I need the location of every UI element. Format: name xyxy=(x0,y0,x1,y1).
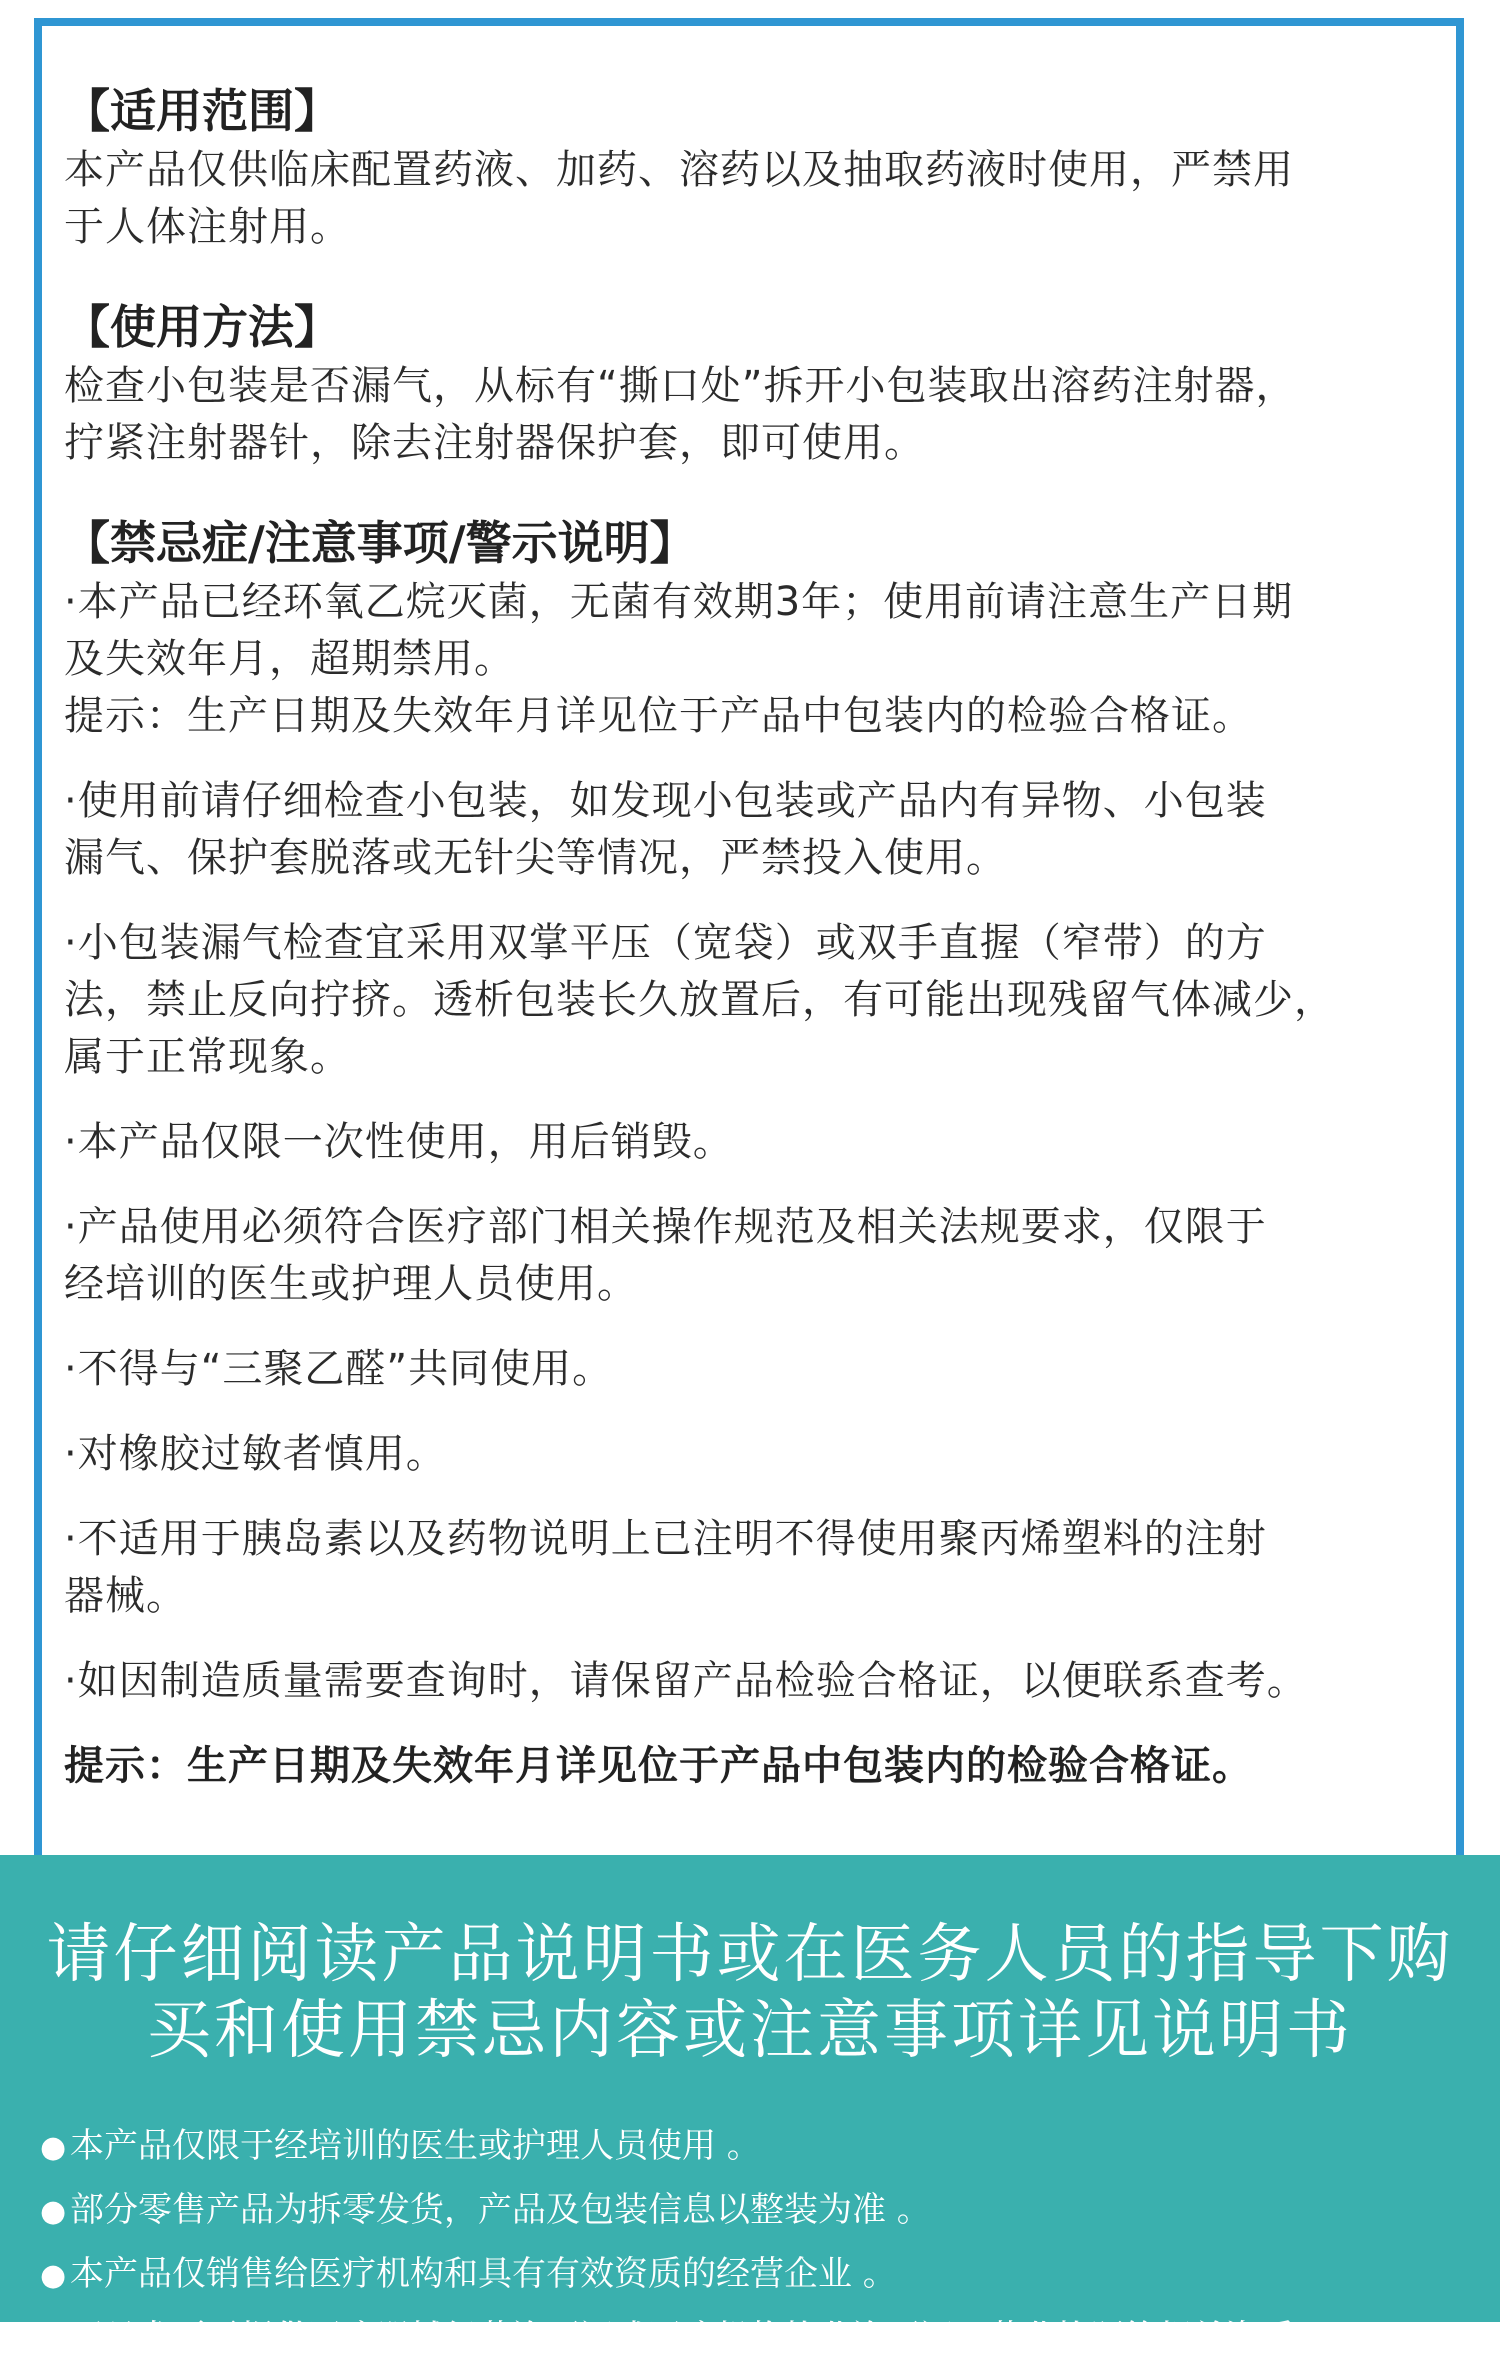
warning-item xyxy=(64,915,1454,1086)
warning-line: ·对橡胶过敏者慎用。 xyxy=(64,1431,447,1477)
bullet-icon: ● xyxy=(40,2258,67,2293)
notice-banner xyxy=(0,1855,1500,2358)
scope-line: 于人体注射用。 xyxy=(64,204,351,250)
bullet-icon: ● xyxy=(40,2322,67,2357)
warning-line: ·不适用于胰岛素以及药物说明上已注明不得使用聚丙烯塑料的注射 xyxy=(64,1516,1267,1562)
warning-line: 提示：生产日期及失效年月详见位于产品中包装内的检验合格证。 xyxy=(64,693,1253,739)
notes-list xyxy=(40,2115,1480,2371)
scope-line: 本产品仅供临床配置药液、加药、溶药以及抽取药液时使用，严禁用 xyxy=(64,147,1294,193)
list-item xyxy=(40,2115,1480,2179)
warning-line: ·产品使用必须符合医疗部门相关操作规范及相关法规要求，仅限于 xyxy=(64,1204,1267,1250)
warning-line: 法，禁止反向拧挤。透析包装长久放置后，有可能出现残留气体减少， xyxy=(64,977,1335,1023)
warning-line: 及失效年月，超期禁用。 xyxy=(64,636,515,682)
note-text: 本产品仅限于经培训的医生或护理人员使用 。 xyxy=(70,2126,761,2166)
warning-item xyxy=(64,773,1454,887)
warning-line: ·小包装漏气检查宜采用双掌平压（宽袋）或双手直握（窄带）的方 xyxy=(64,920,1267,966)
list-item xyxy=(40,2243,1480,2307)
note-text: 开具发票需提供医疗器械经营许可证或医疗机构执业许可证，营业执照等相关资质 xyxy=(70,2318,1294,2358)
note-text: 部分零售产品为拆零发货，产品及包装信息以整装为准 。 xyxy=(70,2190,931,2230)
warning-item xyxy=(64,1511,1454,1625)
scope-title: 【适用范围】 xyxy=(64,84,340,138)
list-item xyxy=(40,2307,1480,2371)
bullet-icon: ● xyxy=(40,2130,67,2165)
banner-title-line: 买和使用禁忌内容或注意事项详见说明书 xyxy=(147,1994,1353,2068)
warning-line: ·不得与“三聚乙醛”共同使用。 xyxy=(64,1346,614,1392)
bold-note: 提示：生产日期及失效年月详见位于产品中包装内的检验合格证。 xyxy=(64,1743,1253,1789)
warning-line: 漏气、保护套脱落或无针尖等情况，严禁投入使用。 xyxy=(64,835,1007,881)
warnings-title: 【禁忌症/注意事项/警示说明】 xyxy=(64,516,696,570)
warning-item xyxy=(64,1199,1454,1313)
note-text: 本产品仅销售给医疗机构和具有有效资质的经营企业 。 xyxy=(70,2254,897,2294)
usage-title: 【使用方法】 xyxy=(64,300,340,354)
warning-line: ·本产品已经环氧乙烷灭菌，无菌有效期3年；使用前请注意生产日期 xyxy=(64,579,1294,625)
bullet-icon: ● xyxy=(40,2194,67,2229)
warning-line: ·使用前请仔细检查小包装，如发现小包装或产品内有异物、小包装 xyxy=(64,778,1267,824)
warning-item xyxy=(64,574,1454,745)
warning-line: ·本产品仅限一次性使用，用后销毁。 xyxy=(64,1119,734,1165)
banner-title xyxy=(0,1917,1500,2069)
warning-item xyxy=(64,1341,1454,1398)
warning-line: 经培训的医生或护理人员使用。 xyxy=(64,1261,638,1307)
instructions-content xyxy=(64,80,1454,1795)
warning-item xyxy=(64,1426,1454,1483)
warning-item xyxy=(64,1114,1454,1171)
banner-title-line: 请仔细阅读产品说明书或在医务人员的指导下购 xyxy=(46,1918,1454,1992)
list-item xyxy=(40,2179,1480,2243)
usage-line: 检查小包装是否漏气，从标有“撕口处”拆开小包装取出溶药注射器， xyxy=(64,363,1297,409)
warning-line: 器械。 xyxy=(64,1573,187,1619)
warning-line: ·如因制造质量需要查询时，请保留产品检验合格证，以便联系查考。 xyxy=(64,1658,1308,1704)
warning-item xyxy=(64,1653,1454,1710)
usage-line: 拧紧注射器针，除去注射器保护套，即可使用。 xyxy=(64,420,925,466)
warning-line: 属于正常现象。 xyxy=(64,1034,351,1080)
